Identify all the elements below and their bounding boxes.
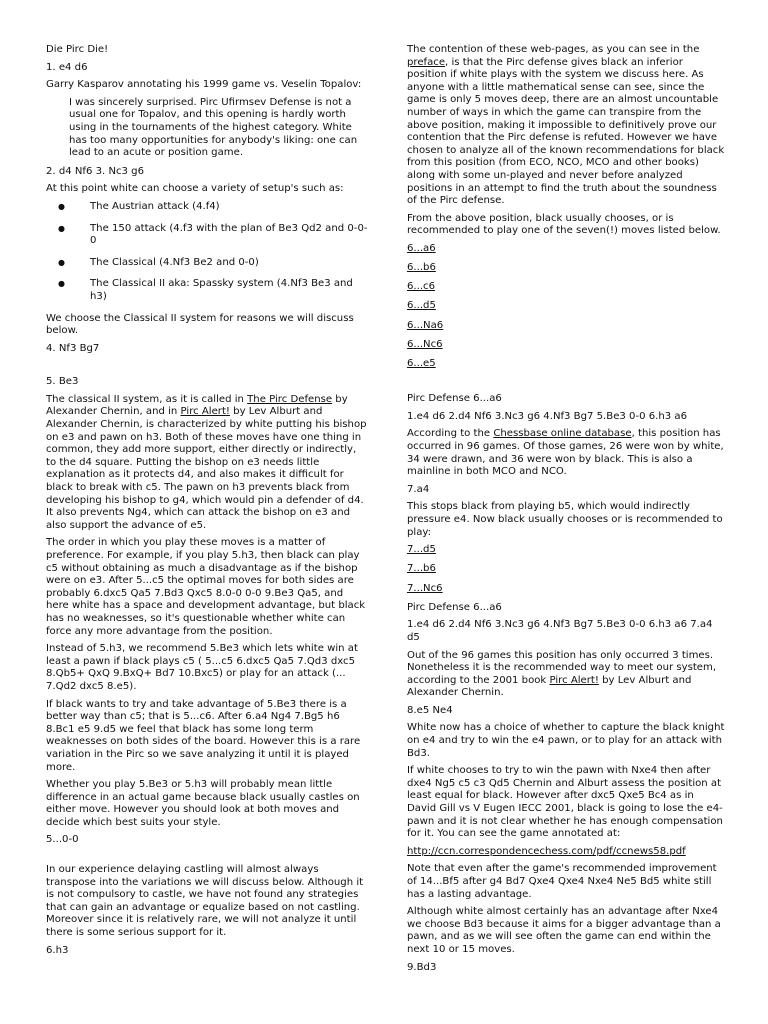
paragraph: Instead of 5.h3, we recommend 5.Be3 which lets white win at least a pawn if black plays c5 ( 5...c5 6.dxc5 Qa5 7.Qd3 dxc5 8.Qb5+ QxQ 9.BxQ+ Bd7 10.Bxc5) or play for an attack (... 7.Qd2 dxc5 8.e5).: [46, 643, 358, 692]
paragraph-outof: [407, 650, 725, 700]
move-link-6-d5[interactable]: 6...d5: [407, 300, 436, 312]
move-link-6-a6[interactable]: 6...a6: [407, 242, 436, 254]
paragraph: This stops black from playing b5, which would indirectly pressure e4. Now black usually chooses or is recommended to play:: [407, 501, 723, 538]
kasparov-quote: I was sincerely surprised. Pirc Ufirmsev Defense is not a usual one for Topalov, and this opening is hardly worth using in the tournaments of the highest category. White has too many opportunities for anybody's liking: one can lead to an acute or position game.: [69, 96, 358, 159]
move6-links: [407, 243, 725, 371]
setups-list: [46, 201, 368, 304]
move-link-7-nc6[interactable]: 7...Nc6: [407, 582, 443, 594]
text: , this position has occurred in 96 games. Of those games, 26 were won by white, 34 were drawn, and 36 were won by black. This is also a mainline in both MCO and NCO.: [407, 428, 724, 478]
paragraph: The order in which you play these moves is a matter of preference. For example, if you play 5.h3, then black can play c5 without obtaining as much a disadvantage as if the bishop were on e3. After 5...c5 the optimal moves for both sides are probably 6.dxc5 Qa5 7.Bd3 Qxc5 8.0-0 0-0 9.Be3 Qa5, and here white has a space and development advantage, but black has no weaknesses, so it's questionable whether white can force any more advantage from the position.: [46, 537, 366, 637]
text: The contention of these web-pages, as you can see in the: [407, 44, 700, 55]
section-heading: Pirc Defense 6...a6: [407, 393, 502, 405]
pirc-alert-link[interactable]: Pirc Alert!: [180, 406, 230, 418]
move-link-7-d5[interactable]: 7...d5: [407, 544, 436, 556]
paragraph: We choose the Classical II system for reasons we will discuss below.: [46, 312, 354, 337]
text: by Lev Alburt and Alexander Chernin, is characterized by white putting his bishop on e3 and pawn on h3. Both of these moves have one thing in common, they add more support, either directly or indirectly, to the d4 square. Putting the bishop on e3 needs little explanation as it protects d4, and also makes it difficult for black to break with c5. The pawn on h3 prevents black from developing his bishop to g4, which would pin a defender of d4. It also prevents Ng4, which can attack the bishop on e3 and also support the advance of e5.: [46, 406, 367, 531]
setups-intro: At this point white can choose a variety of setup's such as:: [46, 183, 344, 195]
paragraph-classical: [46, 394, 368, 533]
move7-links: [407, 544, 725, 595]
move-link-6-b6[interactable]: 6...b6: [407, 262, 436, 274]
move-link-6-e5[interactable]: 6...e5: [407, 358, 436, 370]
paragraph: Note that even after the game's recommended improvement of 14...Bf5 after g4 Bd7 Qxe4 Qxe4 Nxe4 Ne5 Bd5 white still has a lasting advantage.: [407, 863, 717, 900]
section-heading: Pirc Defense 6...a6: [407, 601, 502, 613]
move-link-7-b6[interactable]: 7...b6: [407, 563, 436, 575]
pirc-alert-link[interactable]: Pirc Alert!: [549, 674, 599, 686]
chessbase-link[interactable]: Chessbase online database: [493, 428, 632, 440]
right-column: [407, 44, 725, 979]
paragraph-contention: [407, 44, 725, 208]
article-title: Die Pirc Die!: [46, 44, 109, 55]
paragraph: White now has a choice of whether to capture the black knight on e4 and try to win the e4 pawn, or to play for an attack with Bd3.: [407, 722, 725, 759]
move-line: 9.Bd3: [407, 961, 437, 973]
paragraph: If white chooses to try to win the pawn with Nxe4 then after dxe4 Ng5 c5 c3 Qd5 Chernin and Alburt assess the position at least equal for black. However after dxc5 Qxe5 Bc4 as in David Gill vs V Eugen IECC 2001, black is going to lose the e4-pawn and it is not clear whether he has enough compensation for it. You can see the game annotated at:: [407, 765, 723, 840]
move-line: 7.a4: [407, 483, 430, 495]
move-line: 8.e5 Ne4: [407, 704, 453, 716]
move-line: 5. Be3: [46, 376, 79, 388]
move-line: 5...0-0: [46, 834, 79, 846]
text: , is that the Pirc defense gives black an inferior position if white plays with the system we discuss here. As anyone with a little mathematical sense can see, since the game is only 5 moves deep, there are an almost uncountable number of ways in which the game can transpire from the above position, making it impossible to definitively prove our contention that the Pirc defense is refuted. However we have chosen to analyze all of the known recommendations for black from this position (from ECO, NCO, MCO and other books) along with some un-played and never before analyzed positions in an attempt to find the truth about the soundness of the Pirc defense.: [407, 56, 725, 207]
move-line: 1.e4 d6 2.d4 Nf6 3.Nc3 g6 4.Nf3 Bg7 5.Be3 0-0 6.h3 a6 7.a4 d5: [407, 619, 713, 643]
paragraph: Although white almost certainly has an advantage after Nxe4 we choose Bd3 because it aims for a bigger advantage than a pawn, and as we will see often the game can end within the next 10 or 15 moves.: [407, 906, 721, 955]
pirc-defense-link[interactable]: The Pirc Defense: [247, 393, 333, 405]
move-link-6-nc6[interactable]: 6...Nc6: [407, 338, 443, 350]
kasparov-intro: Garry Kasparov annotating his 1999 game vs. Veselin Topalov:: [46, 79, 362, 91]
move-line: 1.e4 d6 2.d4 Nf6 3.Nc3 g6 4.Nf3 Bg7 5.Be3 0-0 6.h3 a6: [407, 410, 687, 422]
move-link-6-c6[interactable]: 6...c6: [407, 281, 436, 293]
list-item: ● The Austrian attack (4.f4): [46, 201, 368, 214]
paragraph-according: [407, 428, 725, 478]
text: by Alexander Chernin, and in: [46, 393, 348, 418]
text: by Lev Alburt and Alexander Chernin.: [407, 674, 692, 699]
paragraph: From the above position, black usually chooses, or is recommended to play one of the seven(!) moves listed below.: [407, 212, 721, 237]
ccnews-pdf-link[interactable]: http://ccn.correspondencechess.com/pdf/ccnews58.pdf: [407, 845, 686, 857]
move-line: 2. d4 Nf6 3. Nc3 g6: [46, 165, 145, 177]
move-link-6-na6[interactable]: 6...Na6: [407, 319, 444, 331]
left-column: [46, 44, 368, 962]
move-line: 1. e4 d6: [46, 61, 88, 73]
list-item: ● The 150 attack (4.f3 with the plan of Be3 Qd2 and 0-0-0: [46, 223, 368, 248]
text: The classical II system, as it is called in: [46, 393, 248, 405]
paragraph: Whether you play 5.Be3 or 5.h3 will probably mean little difference in an actual game because black usually castles on either move. However you should look at both moves and decide which best suits your style.: [46, 779, 360, 828]
paragraph: In our experience delaying castling will almost always transpose into the variations we will discuss below. Although it is not compulsory to castle, we have not found any strategies that can gain an advantage or equalize based on not castling. Moreover since it is relatively rare, we will not analyze it until there is some serious support for it.: [46, 864, 364, 939]
move-line: 4. Nf3 Bg7: [46, 342, 100, 354]
list-item: ● The Classical II aka: Spassky system (4.Nf3 Be3 and h3): [46, 278, 368, 303]
list-item: ● The Classical (4.Nf3 Be2 and 0-0): [46, 257, 368, 270]
text: According to the: [407, 428, 494, 440]
move-line: 6.h3: [46, 944, 69, 956]
url-paragraph: [407, 846, 725, 859]
paragraph: If black wants to try and take advantage of 5.Be3 there is a better way than c5; that is 5...c6. After 6.a4 Ng4 7.Bg5 h6 8.Bc1 e5 9.d5 we feel that black has some long term weaknesses on both sides of the board. However this is a rare variation in the Pirc so we save analyzing it until it is played more.: [46, 698, 361, 773]
text: Out of the 96 games this position has only occurred 3 times. Nonetheless it is the recommended way to meet our system, according to the 2001 book: [407, 649, 717, 686]
preface-link[interactable]: preface: [407, 56, 446, 68]
